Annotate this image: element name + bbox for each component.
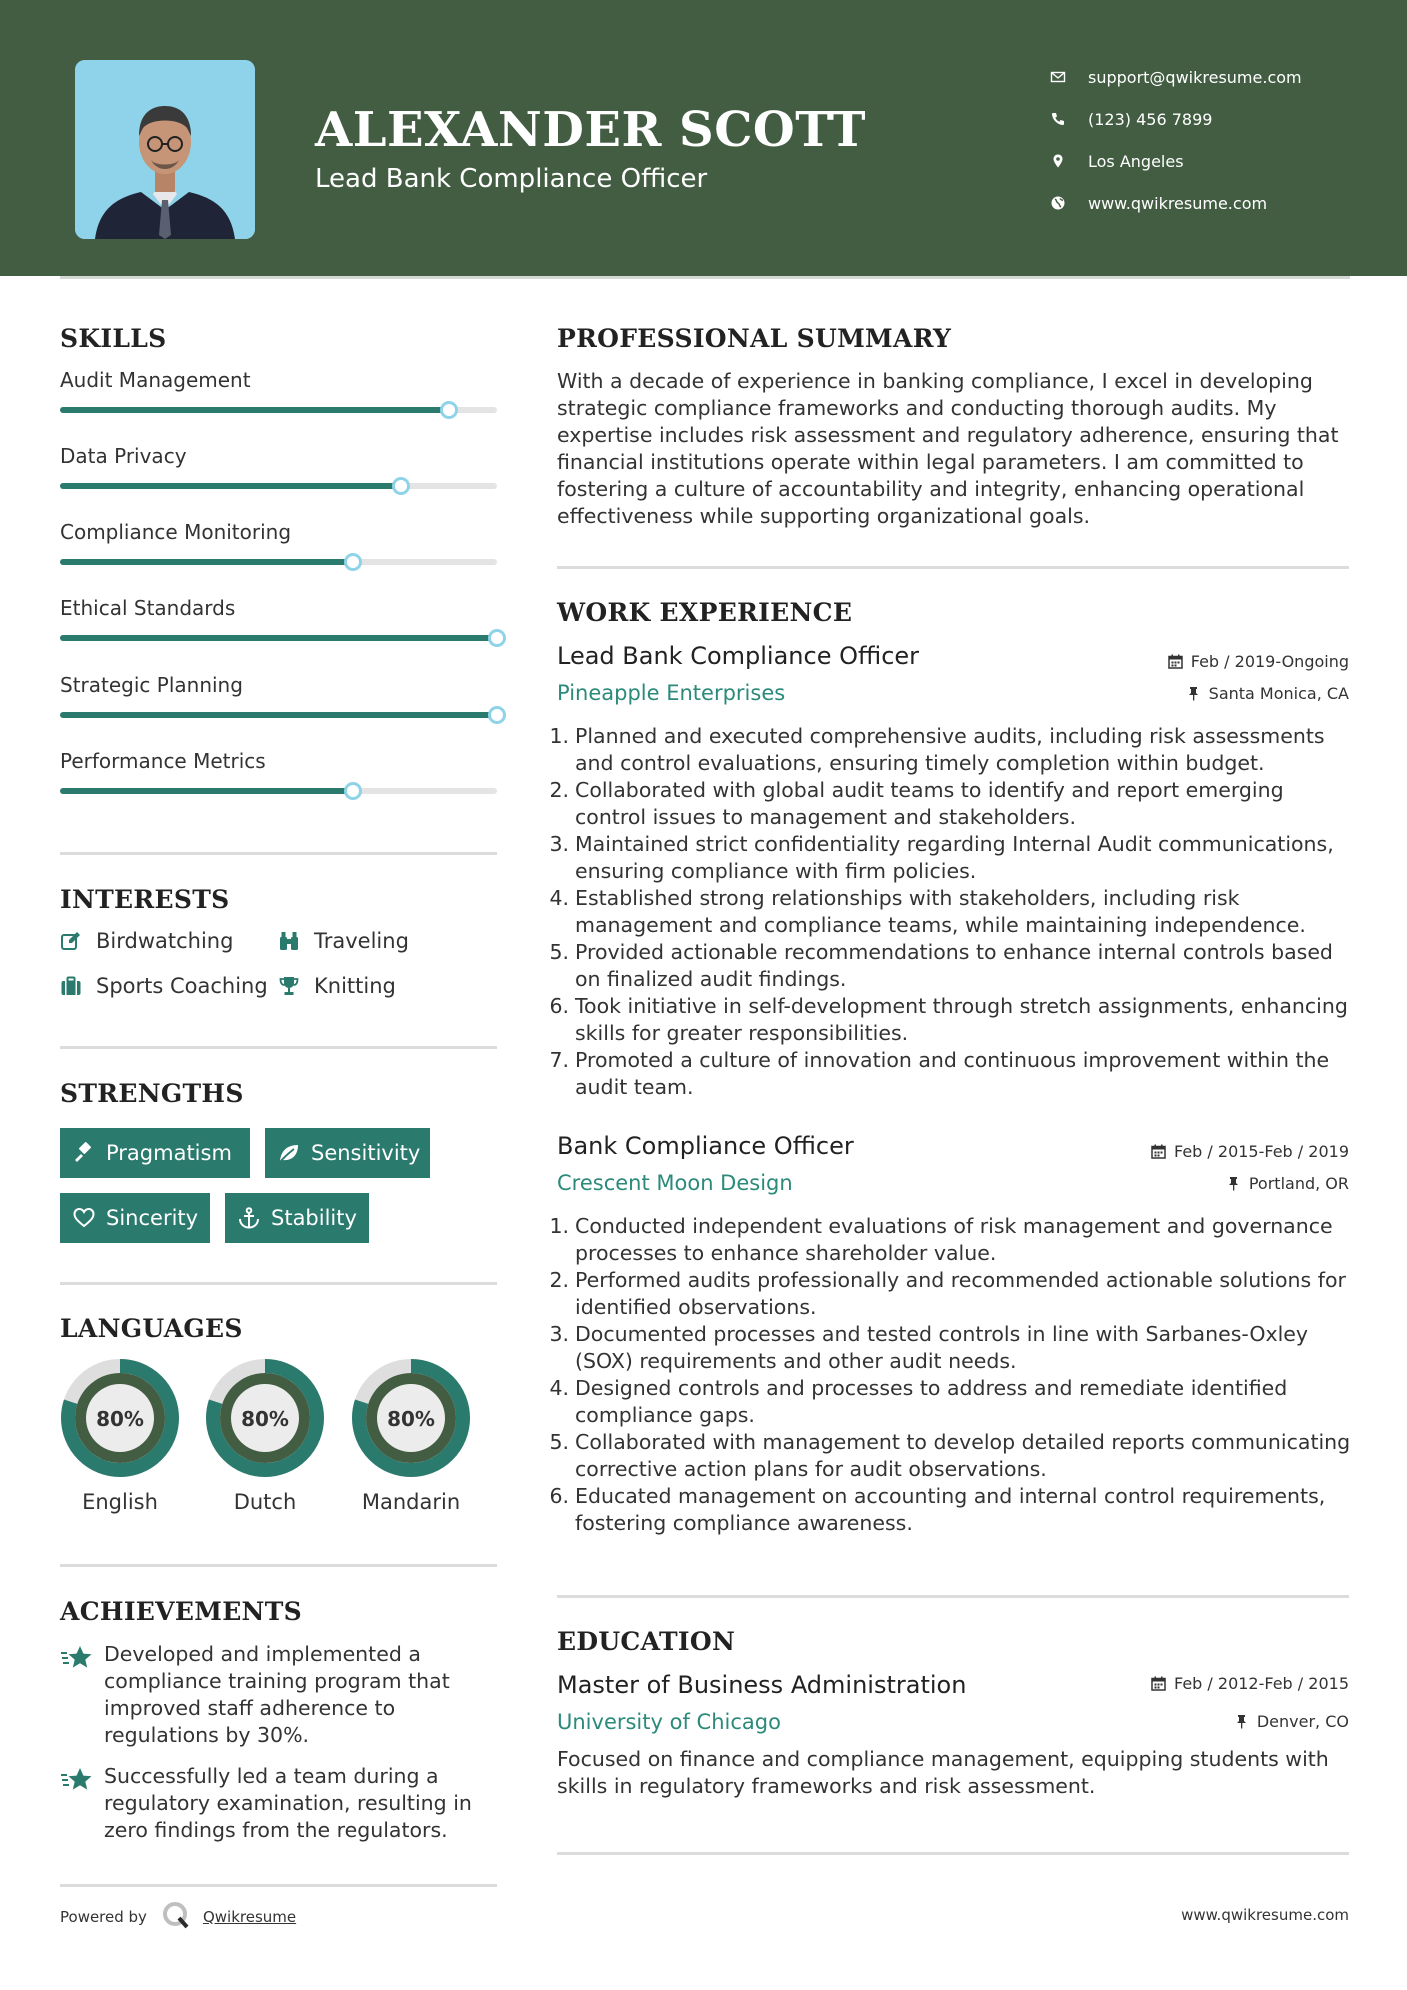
skill-bar-knob <box>488 629 506 647</box>
strength-badge <box>60 1193 210 1243</box>
strength-label: Sensitivity <box>311 1141 421 1165</box>
education-dates <box>1151 1674 1349 1693</box>
education-dates-text: Feb / 2012-Feb / 2015 <box>1174 1674 1349 1693</box>
job-bullet-text: Maintained strict confidentiality regarding Internal Audit communications, ensuring compliance with firm policies. <box>575 832 1334 883</box>
language-donut <box>58 1356 182 1480</box>
contact-website[interactable] <box>1050 182 1390 224</box>
heart-icon <box>72 1206 96 1230</box>
education-description: Focused on finance and compliance management, equipping students with skills in regulatory frameworks and risk assessment. <box>557 1747 1329 1798</box>
interests-heading: INTERESTS <box>60 885 230 914</box>
skill-bar-knob <box>392 477 410 495</box>
section-divider <box>60 1282 497 1285</box>
achievement-item <box>60 1763 500 1844</box>
skill-bar <box>60 559 497 565</box>
job-bullet: 1. Planned and executed comprehensive audits, including risk assessments and control evaluations, ensuring timely completion within budget. <box>549 723 1359 777</box>
powered-by-label: Powered by <box>60 1908 147 1926</box>
globe-icon <box>1050 195 1088 211</box>
section-divider <box>557 1852 1349 1855</box>
skill-item <box>60 368 497 392</box>
job-dates-text: Feb / 2015-Feb / 2019 <box>1174 1142 1349 1161</box>
education-school: University of Chicago <box>557 1710 781 1734</box>
job-bullet: 3. Maintained strict confidentiality regarding Internal Audit communications, ensuring compliance with firm policies. <box>549 831 1359 885</box>
job-location <box>1226 1174 1349 1193</box>
skill-bar-knob <box>488 706 506 724</box>
binoculars-icon <box>278 930 314 952</box>
skill-bar-fill <box>60 407 449 413</box>
skill-name: Data Privacy <box>60 444 187 468</box>
job-bullet-text: Collaborated with management to develop detailed reports communicating corrective action plans for audit observations. <box>575 1430 1351 1481</box>
skill-name: Compliance Monitoring <box>60 520 292 544</box>
job-bullet-text: Conducted independent evaluations of risk management and governance processes to enhance shareholder value. <box>575 1214 1333 1265</box>
contact-phone-text: (123) 456 7899 <box>1088 109 1213 129</box>
skill-bar <box>60 483 497 489</box>
pushpin-icon <box>1226 1176 1241 1191</box>
skill-bar-fill <box>60 712 497 718</box>
strength-badge <box>265 1128 430 1178</box>
contact-list <box>1050 56 1390 224</box>
skill-item <box>60 749 497 773</box>
job-bullets <box>549 1213 1359 1537</box>
job-bullet-text: Documented processes and tested controls in line with Sarbanes-Oxley (SOX) requirements and other audit needs. <box>575 1322 1309 1373</box>
achievements-heading: ACHIEVEMENTS <box>60 1597 302 1626</box>
skill-item <box>60 520 497 544</box>
skill-bar-fill <box>60 559 353 565</box>
interest-item <box>278 974 396 998</box>
experience-heading: WORK EXPERIENCE <box>557 598 853 627</box>
star-icon <box>60 1763 104 1844</box>
job-bullet-text: Designed controls and processes to address and remediate identified compliance gaps. <box>575 1376 1288 1427</box>
contact-location-text: Los Angeles <box>1088 151 1184 171</box>
job-location-text: Portland, OR <box>1248 1174 1349 1193</box>
skill-name: Audit Management <box>60 368 251 392</box>
job-dates <box>1151 1142 1349 1161</box>
calendar-icon <box>1151 1144 1166 1159</box>
qwikresume-logo-icon <box>161 1900 191 1934</box>
job-bullet: 6. Took initiative in self-development through stretch assignments, enhancing skills for greater responsibilities. <box>549 993 1359 1047</box>
achievement-item <box>60 1641 500 1749</box>
skill-bar <box>60 407 497 413</box>
language-percent: 80% <box>241 1407 289 1431</box>
language-donut <box>349 1356 473 1480</box>
interest-label: Traveling <box>314 929 409 953</box>
job-bullet-text: Educated management on accounting and internal control requirements, fostering compliance awareness. <box>575 1484 1326 1535</box>
contact-location <box>1050 140 1390 182</box>
achievement-text: Successfully led a team during a regulatory examination, resulting in zero findings from the regulators. <box>104 1764 472 1842</box>
header-divider <box>60 276 1350 279</box>
calendar-icon <box>1168 654 1183 669</box>
section-divider <box>557 566 1349 569</box>
contact-phone[interactable] <box>1050 98 1390 140</box>
skill-bar <box>60 635 497 641</box>
job-company: Pineapple Enterprises <box>557 681 786 705</box>
qwikresume-link[interactable]: Qwikresume <box>202 1908 297 1926</box>
interest-item <box>60 974 268 998</box>
star-icon <box>60 1641 104 1749</box>
footer-url[interactable]: www.qwikresume.com <box>1181 1906 1349 1924</box>
envelope-icon <box>1050 69 1088 85</box>
job-bullet-text: Provided actionable recommendations to enhance internal controls based on finalized audit findings. <box>575 940 1333 991</box>
pushpin-icon <box>1234 1714 1249 1729</box>
language-percent: 80% <box>387 1407 435 1431</box>
section-divider <box>60 852 497 855</box>
anchor-icon <box>237 1206 261 1230</box>
skills-heading: SKILLS <box>60 324 167 353</box>
candidate-name: ALEXANDER SCOTT <box>315 102 866 158</box>
job-dates <box>1168 652 1349 671</box>
job-bullet-text: Performed audits professionally and recommended actionable solutions for identified observations. <box>575 1268 1346 1319</box>
skill-bar-knob <box>344 782 362 800</box>
trophy-icon <box>278 975 314 997</box>
job-bullet: 2. Collaborated with global audit teams to identify and report emerging control issues to management and stakeholders. <box>549 777 1359 831</box>
interest-item <box>60 929 233 953</box>
skill-bar-knob <box>440 401 458 419</box>
education-location-text: Denver, CO <box>1256 1712 1349 1731</box>
job-bullet: 2. Performed audits professionally and recommended actionable solutions for identified observations. <box>549 1267 1359 1321</box>
job-bullet-text: Collaborated with global audit teams to identify and report emerging control issues to management and stakeholders. <box>575 778 1284 829</box>
calendar-icon <box>1151 1676 1166 1691</box>
job-location <box>1186 684 1349 703</box>
strength-label: Pragmatism <box>106 1141 232 1165</box>
skill-item <box>60 673 497 697</box>
job-dates-text: Feb / 2019-Ongoing <box>1190 652 1349 671</box>
skill-item <box>60 444 497 468</box>
interest-label: Sports Coaching <box>96 974 268 998</box>
pencil-square-icon <box>60 930 96 952</box>
education-location <box>1234 1712 1349 1731</box>
language-name: Dutch <box>233 1490 297 1514</box>
language-percent: 80% <box>96 1407 144 1431</box>
section-divider <box>60 1564 497 1567</box>
job-bullet: 5. Collaborated with management to develop detailed reports communicating corrective action plans for audit observations. <box>549 1429 1359 1483</box>
phone-icon <box>1050 111 1088 127</box>
section-divider <box>60 1884 497 1887</box>
language-name: English <box>82 1490 158 1514</box>
interest-item <box>278 929 409 953</box>
pushpin-icon <box>1186 686 1201 701</box>
leaf-icon <box>277 1141 301 1165</box>
job-bullets <box>549 723 1359 1101</box>
powered-by <box>60 1900 296 1934</box>
language-item <box>349 1356 473 1514</box>
skill-name: Performance Metrics <box>60 749 266 773</box>
job-bullet: 4. Established strong relationships with stakeholders, including risk management and compliance teams, while maintaining independence. <box>549 885 1359 939</box>
location-pin-icon <box>1050 153 1088 169</box>
briefcase-icon <box>60 975 96 997</box>
skill-item <box>60 596 497 620</box>
languages-heading: LANGUAGES <box>60 1314 243 1343</box>
language-item <box>58 1356 182 1514</box>
skill-bar-fill <box>60 788 353 794</box>
job-bullet: 7. Promoted a culture of innovation and continuous improvement within the audit team. <box>549 1047 1359 1101</box>
skill-name: Ethical Standards <box>60 596 236 620</box>
job-bullet: 4. Designed controls and processes to address and remediate identified compliance gaps. <box>549 1375 1359 1429</box>
language-name: Mandarin <box>361 1490 461 1514</box>
contact-website-text: www.qwikresume.com <box>1088 193 1268 213</box>
summary-heading: PROFESSIONAL SUMMARY <box>557 324 952 353</box>
skill-bar <box>60 788 497 794</box>
job-bullet-text: Promoted a culture of innovation and continuous improvement within the audit team. <box>575 1048 1330 1099</box>
strength-badge <box>60 1128 250 1178</box>
job-location-text: Santa Monica, CA <box>1208 684 1349 703</box>
interest-label: Knitting <box>314 974 396 998</box>
strength-label: Stability <box>271 1206 357 1230</box>
language-donut <box>203 1356 327 1480</box>
achievement-text: Developed and implemented a compliance training program that improved staff adherence to regulations by 30%. <box>104 1642 450 1747</box>
contact-email[interactable] <box>1050 56 1390 98</box>
skill-bar-fill <box>60 483 401 489</box>
job-title: Lead Bank Compliance Officer <box>557 642 920 670</box>
skill-name: Strategic Planning <box>60 673 243 697</box>
gavel-icon <box>72 1141 96 1165</box>
skill-bar-knob <box>344 553 362 571</box>
language-item <box>203 1356 327 1514</box>
interest-label: Birdwatching <box>96 929 234 953</box>
strength-label: Sincerity <box>106 1206 199 1230</box>
contact-email-text: support@qwikresume.com <box>1088 67 1302 87</box>
section-divider <box>60 1046 497 1049</box>
education-degree: Master of Business Administration <box>557 1671 967 1699</box>
job-bullet: 5. Provided actionable recommendations to enhance internal controls based on finalized audit findings. <box>549 939 1359 993</box>
profile-photo <box>75 60 255 239</box>
candidate-title: Lead Bank Compliance Officer <box>315 164 708 194</box>
job-bullet-text: Established strong relationships with stakeholders, including risk management and compliance teams, while maintaining independence. <box>575 886 1306 937</box>
summary-text: With a decade of experience in banking compliance, I excel in developing strategic compliance frameworks and conducting thorough audits. My expertise includes risk assessment and regulatory adherence, ensuring that financial institutions operate within legal parameters. I am committed to fostering a culture of accountability and integrity, enhancing operational effectiveness while supporting organizational goals. <box>557 369 1339 528</box>
section-divider <box>557 1595 1349 1598</box>
job-bullet: 3. Documented processes and tested controls in line with Sarbanes-Oxley (SOX) requirements and other audit needs. <box>549 1321 1359 1375</box>
job-bullet-text: Planned and executed comprehensive audits, including risk assessments and control evaluations, ensuring timely completion within budget. <box>575 724 1325 775</box>
strengths-heading: STRENGTHS <box>60 1079 244 1108</box>
education-heading: EDUCATION <box>557 1627 736 1656</box>
job-company: Crescent Moon Design <box>557 1171 793 1195</box>
skill-bar-fill <box>60 635 497 641</box>
job-bullet: 1. Conducted independent evaluations of risk management and governance processes to enhance shareholder value. <box>549 1213 1359 1267</box>
job-bullet-text: Took initiative in self-development through stretch assignments, enhancing skills for greater responsibilities. <box>575 994 1348 1045</box>
job-bullet: 6. Educated management on accounting and internal control requirements, fostering compliance awareness. <box>549 1483 1359 1537</box>
resume-header <box>0 0 1407 276</box>
job-title: Bank Compliance Officer <box>557 1132 854 1160</box>
strength-badge <box>225 1193 369 1243</box>
skill-bar <box>60 712 497 718</box>
